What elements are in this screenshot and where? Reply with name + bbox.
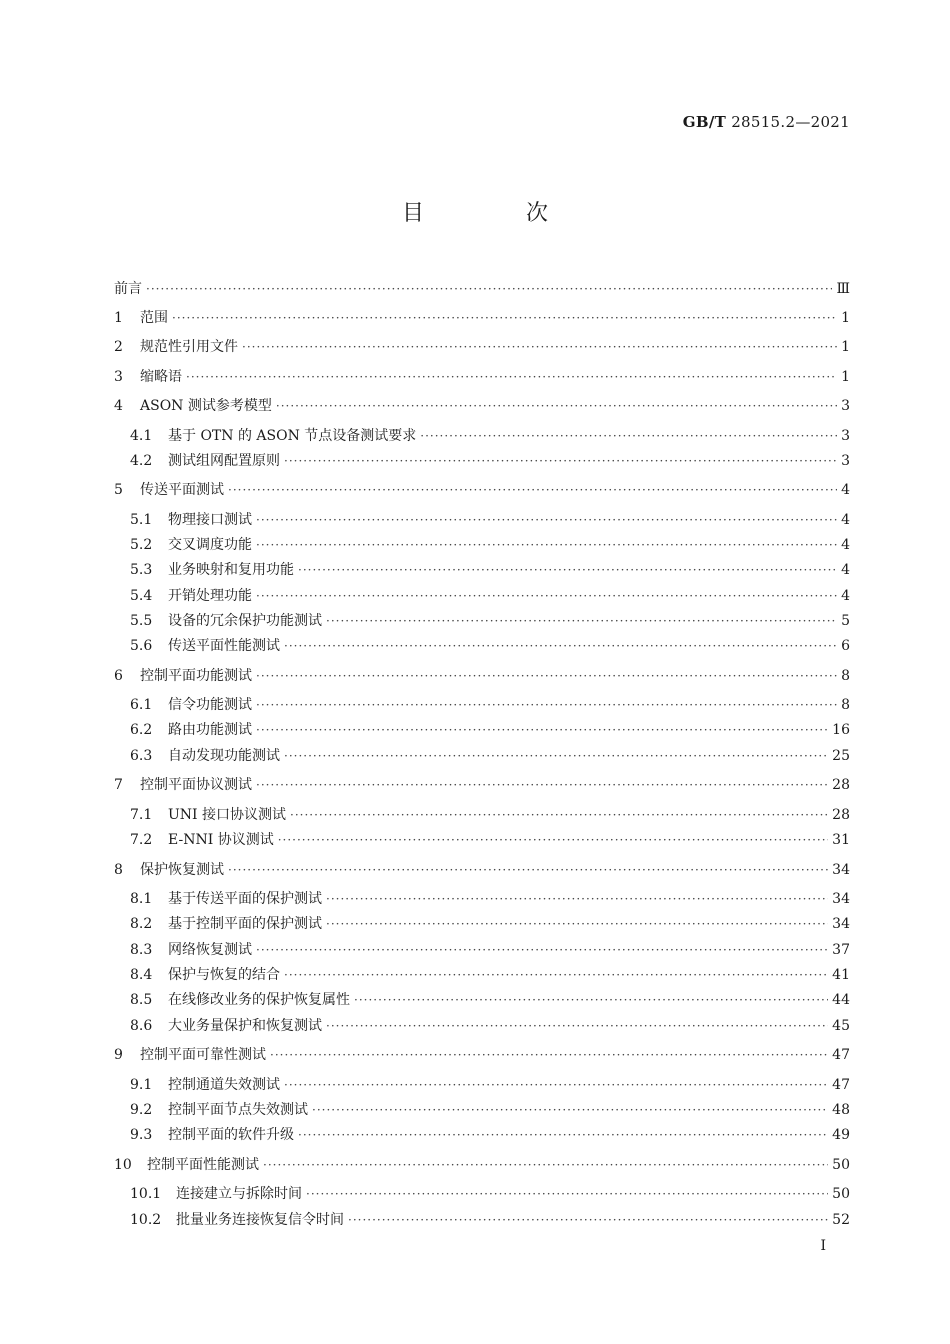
- toc-entry-number: 10: [114, 1157, 132, 1173]
- toc-dot-leader: [276, 395, 837, 417]
- toc-entry-page: 28: [832, 807, 850, 823]
- toc-entry[interactable]: [114, 1099, 850, 1121]
- toc-entry-page: 4: [841, 562, 850, 578]
- toc-dot-leader: [256, 534, 837, 556]
- toc-entry-number: 9: [114, 1047, 123, 1063]
- toc-entry-title: UNI 接口协议测试: [168, 807, 287, 823]
- toc-entry[interactable]: [114, 610, 850, 632]
- toc-entry-number: 6.2: [130, 722, 153, 738]
- toc-dot-leader: [312, 1099, 828, 1121]
- toc-entry-number: 5.3: [130, 562, 153, 578]
- toc-entry-page: 25: [832, 748, 850, 764]
- toc-entry[interactable]: [114, 1154, 850, 1176]
- toc-dot-leader: [290, 804, 828, 826]
- toc-dot-leader: [284, 635, 837, 657]
- toc-entry-page: 31: [832, 832, 850, 848]
- toc-entry[interactable]: [114, 366, 850, 388]
- toc-dot-leader: [298, 1124, 828, 1146]
- toc-entry-number: 8.6: [130, 1018, 153, 1034]
- toc-entry-title: 范围: [140, 310, 168, 326]
- toc-dot-leader: [326, 888, 828, 910]
- toc-entry-title: 控制平面协议测试: [140, 777, 252, 793]
- toc-entry-title: 规范性引用文件: [140, 339, 238, 355]
- toc-entry-title: 物理接口测试: [168, 512, 252, 528]
- toc-entry-number: 8.5: [130, 992, 153, 1008]
- toc-entry-title: 缩略语: [140, 369, 182, 385]
- toc-entry-number: 8.3: [130, 942, 153, 958]
- toc-entry-number: 7.1: [130, 807, 153, 823]
- toc-entry-title: 控制平面可靠性测试: [140, 1047, 266, 1063]
- toc-dot-leader: [256, 585, 837, 607]
- toc-entry[interactable]: [114, 479, 850, 501]
- toc-entry-page: 6: [841, 638, 850, 654]
- toc-entry-number: 5.5: [130, 613, 153, 629]
- toc-entry-title: 设备的冗余保护功能测试: [168, 613, 322, 629]
- toc-entry[interactable]: [114, 585, 850, 607]
- toc-dot-leader: [228, 859, 828, 881]
- toc-entry-title: 测试组网配置原则: [168, 453, 280, 469]
- toc-entry-title: 前言: [114, 281, 142, 297]
- toc-entry-title: 开销处理功能: [168, 588, 252, 604]
- toc-dot-leader: [256, 509, 837, 531]
- toc-entry-page: 49: [832, 1127, 850, 1143]
- toc-entry-number: 10.1: [130, 1186, 162, 1202]
- toc-dot-leader: [284, 450, 837, 472]
- toc-entry-number: 9.1: [130, 1077, 153, 1093]
- toc-entry-title: 信令功能测试: [168, 697, 252, 713]
- toc-entry-title: 控制平面性能测试: [147, 1157, 259, 1173]
- toc-entry-title: 控制通道失效测试: [168, 1077, 280, 1093]
- toc-entry[interactable]: [114, 1183, 850, 1205]
- toc-dot-leader: [284, 1074, 828, 1096]
- toc-entry-page: 34: [832, 916, 850, 932]
- toc-entry[interactable]: [114, 939, 850, 961]
- toc-dot-leader: [186, 366, 837, 388]
- toc-entry-page: 3: [841, 398, 850, 414]
- toc-entry-number: 9.2: [130, 1102, 153, 1118]
- toc-entry-page: 4: [841, 588, 850, 604]
- toc-entry[interactable]: [114, 450, 850, 472]
- toc-entry-title: 路由功能测试: [168, 722, 252, 738]
- toc-entry-title: 基于传送平面的保护测试: [168, 891, 322, 907]
- toc-entry-number: 4.2: [130, 453, 153, 469]
- toc-dot-leader: [146, 278, 832, 300]
- toc-entry-page: 16: [832, 722, 850, 738]
- toc-entry-page: 4: [841, 482, 850, 498]
- toc-dot-leader: [270, 1044, 828, 1066]
- toc-entry[interactable]: [114, 804, 850, 826]
- toc-entry-title: 大业务量保护和恢复测试: [168, 1018, 322, 1034]
- toc-dot-leader: [298, 559, 837, 581]
- toc-entry-page: 8: [841, 668, 850, 684]
- toc-dot-leader: [278, 829, 828, 851]
- toc-entry-page: 37: [832, 942, 850, 958]
- toc-entry[interactable]: [114, 1044, 850, 1066]
- toc-entry-number: 9.3: [130, 1127, 153, 1143]
- toc-entry-number: 8.4: [130, 967, 153, 983]
- toc-entry-page: 48: [832, 1102, 850, 1118]
- toc-entry-page: 4: [841, 512, 850, 528]
- toc-entry[interactable]: [114, 1074, 850, 1096]
- toc-entry-number: 3: [114, 369, 123, 385]
- toc-entry-title: 传送平面性能测试: [168, 638, 280, 654]
- toc-entry-number: 5.4: [130, 588, 153, 604]
- toc-entry-page: 34: [832, 862, 850, 878]
- toc-entry[interactable]: [114, 774, 850, 796]
- toc-entry-title: 批量业务连接恢复信令时间: [176, 1212, 344, 1228]
- toc-dot-leader: [420, 425, 837, 447]
- toc-entry-number: 10.2: [130, 1212, 162, 1228]
- toc-dot-leader: [263, 1154, 828, 1176]
- toc-entry[interactable]: [114, 534, 850, 556]
- toc-entry-number: 7.2: [130, 832, 153, 848]
- toc-entry-page: 50: [832, 1157, 850, 1173]
- toc-entry-page: 50: [832, 1186, 850, 1202]
- toc-entry[interactable]: [114, 719, 850, 741]
- toc-entry-number: 8: [114, 862, 123, 878]
- toc-entry-title: ASON 测试参考模型: [140, 398, 272, 414]
- toc-entry-title: 业务映射和复用功能: [168, 562, 294, 578]
- toc-entry-title: 在线修改业务的保护恢复属性: [168, 992, 350, 1008]
- toc-entry[interactable]: [114, 278, 850, 300]
- toc-entry-title: 基于控制平面的保护测试: [168, 916, 322, 932]
- toc-entry[interactable]: [114, 829, 850, 851]
- toc-entry[interactable]: [114, 1124, 850, 1146]
- toc-dot-leader: [354, 989, 828, 1011]
- toc-entry-title: E-NNI 协议测试: [168, 832, 274, 848]
- toc-dot-leader: [256, 665, 837, 687]
- toc-entry-title: 基于 OTN 的 ASON 节点设备测试要求: [168, 428, 417, 444]
- page-title: 目 次: [401, 201, 588, 226]
- toc-entry[interactable]: [114, 307, 850, 329]
- toc-entry-title: 连接建立与拆除时间: [176, 1186, 302, 1202]
- toc-entry[interactable]: [114, 745, 850, 767]
- toc-dot-leader: [256, 694, 837, 716]
- toc-dot-leader: [326, 913, 828, 935]
- toc-entry[interactable]: [114, 1209, 850, 1231]
- toc-dot-leader: [228, 479, 837, 501]
- toc-entry[interactable]: [114, 559, 850, 581]
- toc-entry[interactable]: [114, 425, 850, 447]
- toc-entry-page: 47: [832, 1047, 850, 1063]
- toc-entry-page: 3: [841, 428, 850, 444]
- toc-dot-leader: [284, 964, 828, 986]
- toc-dot-leader: [284, 745, 828, 767]
- toc-entry-number: 5.1: [130, 512, 153, 528]
- toc-entry-number: 7: [114, 777, 123, 793]
- toc-entry[interactable]: [114, 989, 850, 1011]
- toc-entry[interactable]: [114, 888, 850, 910]
- toc-entry-number: 2: [114, 339, 123, 355]
- toc-entry[interactable]: [114, 859, 850, 881]
- toc-entry-title: 交叉调度功能: [168, 537, 252, 553]
- toc-entry-page: 34: [832, 891, 850, 907]
- toc-entry-page: 47: [832, 1077, 850, 1093]
- toc-entry-page: 45: [832, 1018, 850, 1034]
- toc-entry-number: 6.1: [130, 697, 153, 713]
- toc-entry-title: 控制平面功能测试: [140, 668, 252, 684]
- standard-code: [683, 113, 850, 131]
- toc-entry-title: 自动发现功能测试: [168, 748, 280, 764]
- toc-dot-leader: [256, 939, 828, 961]
- toc-entry-number: 6: [114, 668, 123, 684]
- toc-entry-title: 保护与恢复的结合: [168, 967, 280, 983]
- toc-entry-page: 1: [841, 369, 850, 385]
- toc-entry[interactable]: [114, 964, 850, 986]
- toc-dot-leader: [326, 1015, 828, 1037]
- toc-entry-number: 8.2: [130, 916, 153, 932]
- toc-entry-page: 44: [832, 992, 850, 1008]
- toc-entry-number: 1: [114, 310, 123, 326]
- toc-entry-page: 1: [841, 339, 850, 355]
- toc-entry-page: 52: [832, 1212, 850, 1228]
- toc-entry-page: 5: [841, 613, 850, 629]
- toc-entry-page: 8: [841, 697, 850, 713]
- toc-entry-page: 3: [841, 453, 850, 469]
- toc-entry[interactable]: [114, 694, 850, 716]
- toc-entry-number: 5: [114, 482, 123, 498]
- toc-entry-title: 网络恢复测试: [168, 942, 252, 958]
- standard-prefix: GB/T: [682, 113, 727, 131]
- toc-dot-leader: [172, 307, 837, 329]
- toc-entry-title: 传送平面测试: [140, 482, 224, 498]
- toc-entry-number: 4: [114, 398, 123, 414]
- toc-entry-page: 28: [832, 777, 850, 793]
- toc-entry[interactable]: [114, 635, 850, 657]
- toc-entry[interactable]: [114, 395, 850, 417]
- page-number: I: [820, 1238, 826, 1254]
- toc-entry[interactable]: [114, 1015, 850, 1037]
- toc-entry-title: 控制平面的软件升级: [168, 1127, 294, 1143]
- toc-entry-number: 4.1: [130, 428, 153, 444]
- toc-entry-title: 控制平面节点失效测试: [168, 1102, 308, 1118]
- toc-entry-number: 8.1: [130, 891, 153, 907]
- toc-entry-number: 6.3: [130, 748, 153, 764]
- toc-entry[interactable]: [114, 913, 850, 935]
- toc-entry-page: 4: [841, 537, 850, 553]
- toc-entry[interactable]: [114, 665, 850, 687]
- standard-number: 28515.2—2021: [731, 113, 850, 131]
- toc-entry-page: Ⅲ: [836, 281, 850, 297]
- toc-dot-leader: [256, 774, 828, 796]
- toc-entry-number: 5.2: [130, 537, 153, 553]
- toc-entry[interactable]: [114, 509, 850, 531]
- toc-entry-page: 1: [841, 310, 850, 326]
- toc-entry-page: 41: [832, 967, 850, 983]
- toc-dot-leader: [306, 1183, 828, 1205]
- toc-entry[interactable]: [114, 336, 850, 358]
- toc-dot-leader: [242, 336, 837, 358]
- toc-dot-leader: [326, 610, 837, 632]
- toc-dot-leader: [348, 1209, 828, 1231]
- toc-entry-number: 5.6: [130, 638, 153, 654]
- toc-entry-title: 保护恢复测试: [140, 862, 224, 878]
- toc-dot-leader: [256, 719, 828, 741]
